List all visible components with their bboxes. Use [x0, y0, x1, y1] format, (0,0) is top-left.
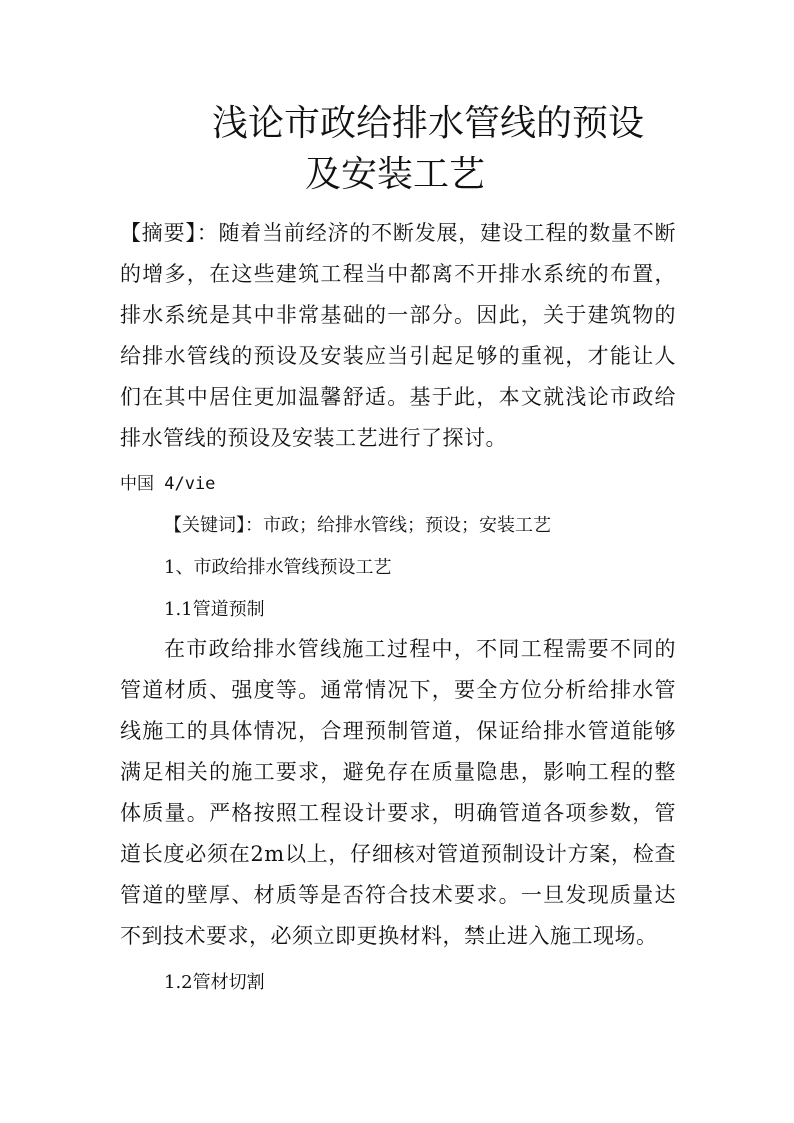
keywords-line: 【关键词】：市政；给排水管线；预设；安装工艺: [164, 515, 551, 536]
classification-line: 中国 4/vie: [120, 474, 216, 494]
document-title-line-1: 浅论市政给排水管线的预设: [212, 103, 645, 144]
subsection-heading-1-1: 1.1管道预制: [164, 599, 265, 620]
section-heading-1: 1、市政给排水管线预设工艺: [164, 557, 392, 578]
document-title-line-2: 及安装工艺: [305, 154, 486, 195]
subsection-1-1-body: 在市政给排水管线施工过程中，不同工程需要不同的管道材质、强度等。通常情况下，要全方位分析给排水管线施工的具体情况，合理预制管道，保证给排水管道能够满足相关的施工要求，避免存在质量隐患，影响工程的整体质量。严格按照工程设计要求，明确管道各项参数，管道长度必须在2m以上，仔细核对管道预制设计方案，检查管道的壁厚、材质等是否符合技术要求。一旦发现质量达不到技术要求，必须立即更换材料，禁止进入施工现场。: [120, 637, 676, 948]
abstract-paragraph: 【摘要】：随着当前经济的不断发展，建设工程的数量不断的增多，在这些建筑工程当中都离不开排水系统的布置，排水系统是其中非常基础的一部分。因此，关于建筑物的给排水管线的预设及安装应当引起足够的重视，才能让人们在其中居住更加温馨舒适。基于此，本文就浅论市政给排水管线的预设及安装工艺进行了探讨。: [120, 221, 676, 450]
subsection-heading-1-2: 1.2管材切割: [164, 972, 265, 993]
